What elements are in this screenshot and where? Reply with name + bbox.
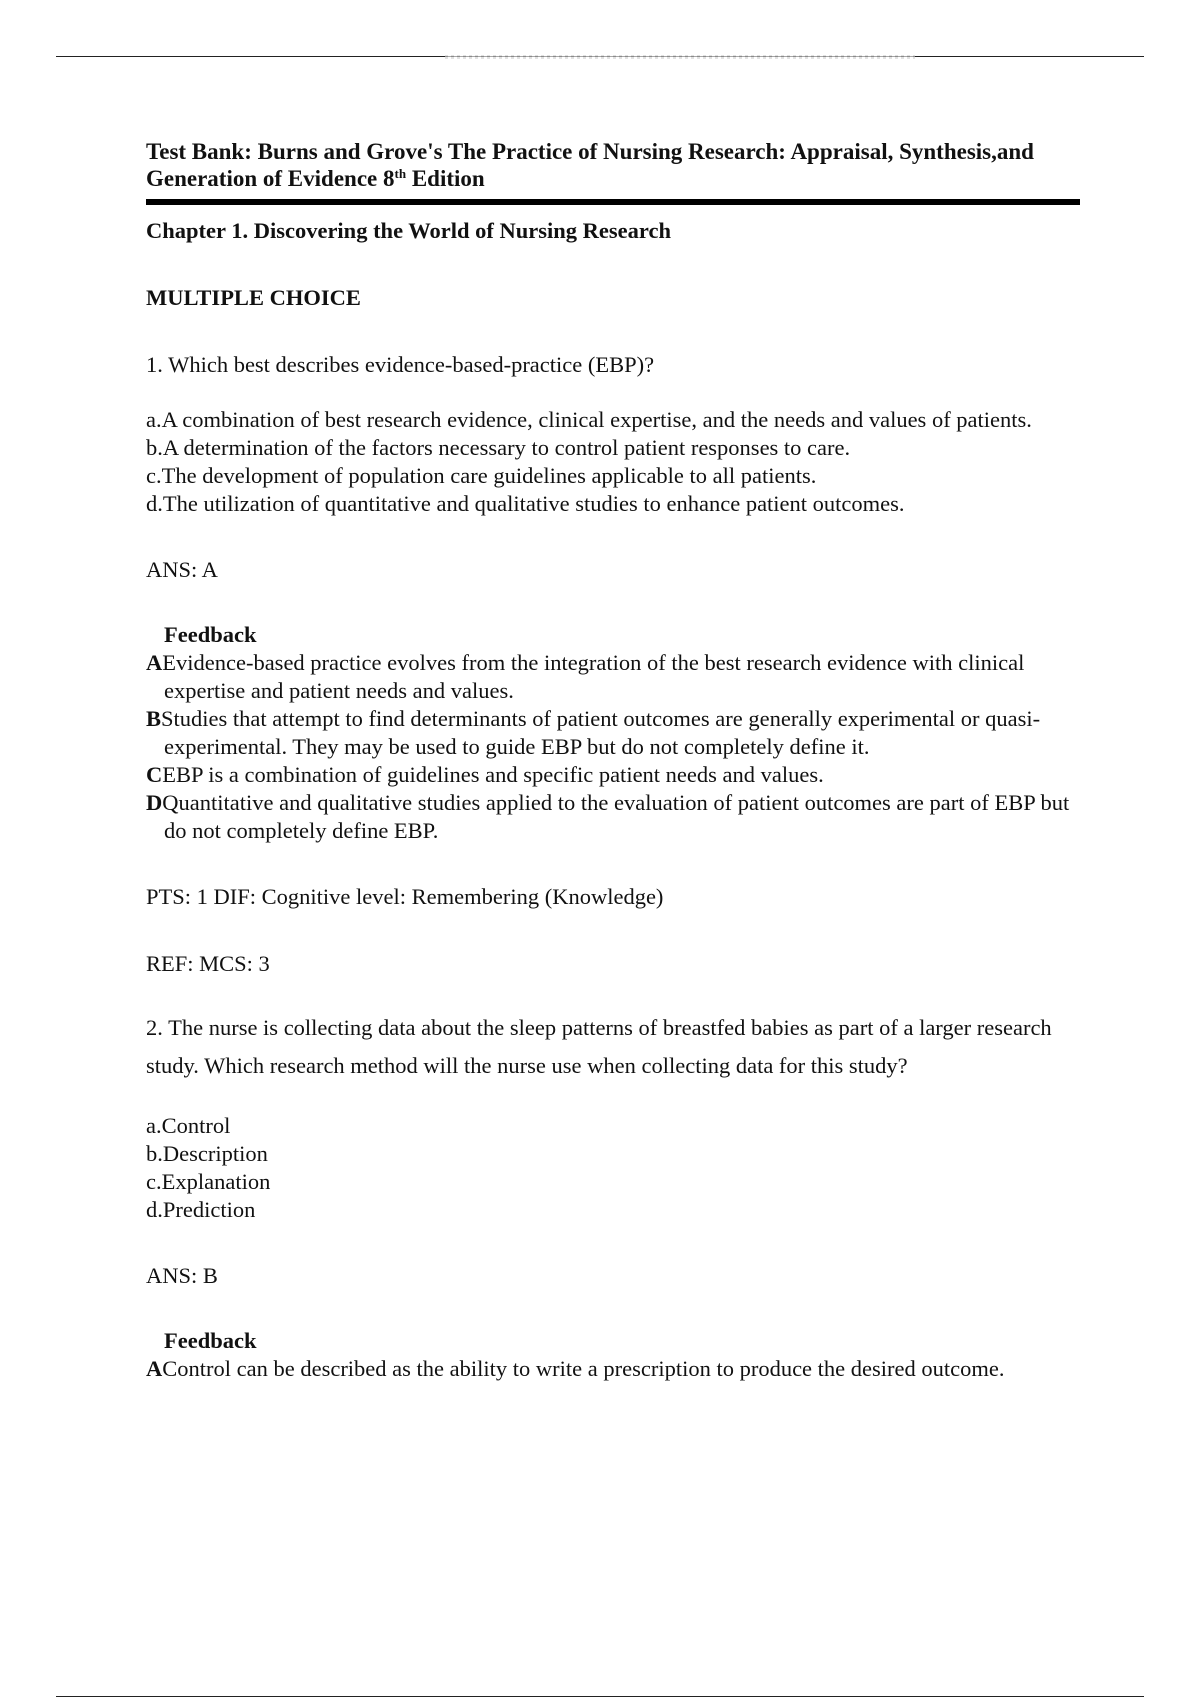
document-title xyxy=(146,138,1086,192)
feedback-letter: B xyxy=(146,706,162,731)
option-item: d.The utilization of quantitative and qualitative studies to enhance patient outcomes. xyxy=(146,491,905,516)
question-2-stem: 2. The nurse is collecting data about the sleep patterns of breastfed babies as part of a larger research study. Which research method will the nurse use when collecting data for this study? xyxy=(146,1015,1052,1078)
question-1-stem: 1. Which best describes evidence-based-practice (EBP)? xyxy=(146,352,655,377)
feedback-text: Quantitative and qualitative studies applied to the evaluation of patient outcomes are part of EBP but do not completely define EBP. xyxy=(162,790,1070,843)
feedback-item xyxy=(146,649,1086,705)
option-item: a.A combination of best research evidence, clinical expertise, and the needs and values of patients. xyxy=(146,407,1032,432)
feedback-item xyxy=(146,705,1086,761)
feedback-item xyxy=(146,761,1086,789)
feedback-heading: Feedback xyxy=(164,622,257,647)
option-item: b.Description xyxy=(146,1141,268,1166)
chapter-heading: Chapter 1. Discovering the World of Nursing Research xyxy=(146,218,671,243)
document-page xyxy=(146,138,1086,1383)
question-1-options xyxy=(146,406,1086,518)
feedback-text: EBP is a combination of guidelines and specific patient needs and values. xyxy=(162,762,824,787)
feedback-letter: D xyxy=(146,790,163,815)
feedback-letter: C xyxy=(146,762,163,787)
feedback-heading: Feedback xyxy=(164,1328,257,1353)
question-2-options xyxy=(146,1112,1086,1224)
option-item: a.Control xyxy=(146,1113,231,1138)
section-heading: MULTIPLE CHOICE xyxy=(146,285,361,310)
feedback-item xyxy=(146,789,1086,845)
option-item: d.Prediction xyxy=(146,1197,256,1222)
question-1-reference: REF: MCS: 3 xyxy=(146,951,270,976)
page-bottom-rule xyxy=(56,1696,1144,1697)
option-item: c.The development of population care guidelines applicable to all patients. xyxy=(146,463,817,488)
title-superscript: th xyxy=(394,166,407,181)
feedback-text: Evidence-based practice evolves from the integration of the best research evidence with clinical expertise and patient needs and values. xyxy=(162,650,1025,703)
question-1-answer: ANS: A xyxy=(146,557,218,582)
question-2-answer: ANS: B xyxy=(146,1263,218,1288)
feedback-item xyxy=(146,1355,1086,1383)
title-divider xyxy=(146,199,1080,205)
option-item: c.Explanation xyxy=(146,1169,271,1194)
question-1-points: PTS: 1 DIF: Cognitive level: Remembering (Knowledge) xyxy=(146,884,664,909)
faint-header-artifact xyxy=(445,55,915,59)
question-2-feedback xyxy=(146,1327,1086,1383)
feedback-text: Studies that attempt to find determinants of patient outcomes are generally experimental or quasi-experimental. They may be used to guide EBP but do not completely define it. xyxy=(161,706,1041,759)
title-edition-suffix: Edition xyxy=(406,166,485,191)
option-item: b.A determination of the factors necessary to control patient responses to care. xyxy=(146,435,851,460)
document-title-line-2 xyxy=(146,165,1086,192)
question-1-feedback xyxy=(146,621,1086,845)
feedback-letter: A xyxy=(146,650,163,675)
document-title-line-1: Test Bank: Burns and Grove's The Practice of Nursing Research: Appraisal, Synthesis,and xyxy=(146,139,1034,164)
feedback-letter: A xyxy=(146,1356,163,1381)
feedback-text: Control can be described as the ability to write a prescription to produce the desired outcome. xyxy=(162,1356,1005,1381)
title-edition-text: Generation of Evidence 8 xyxy=(146,166,395,191)
